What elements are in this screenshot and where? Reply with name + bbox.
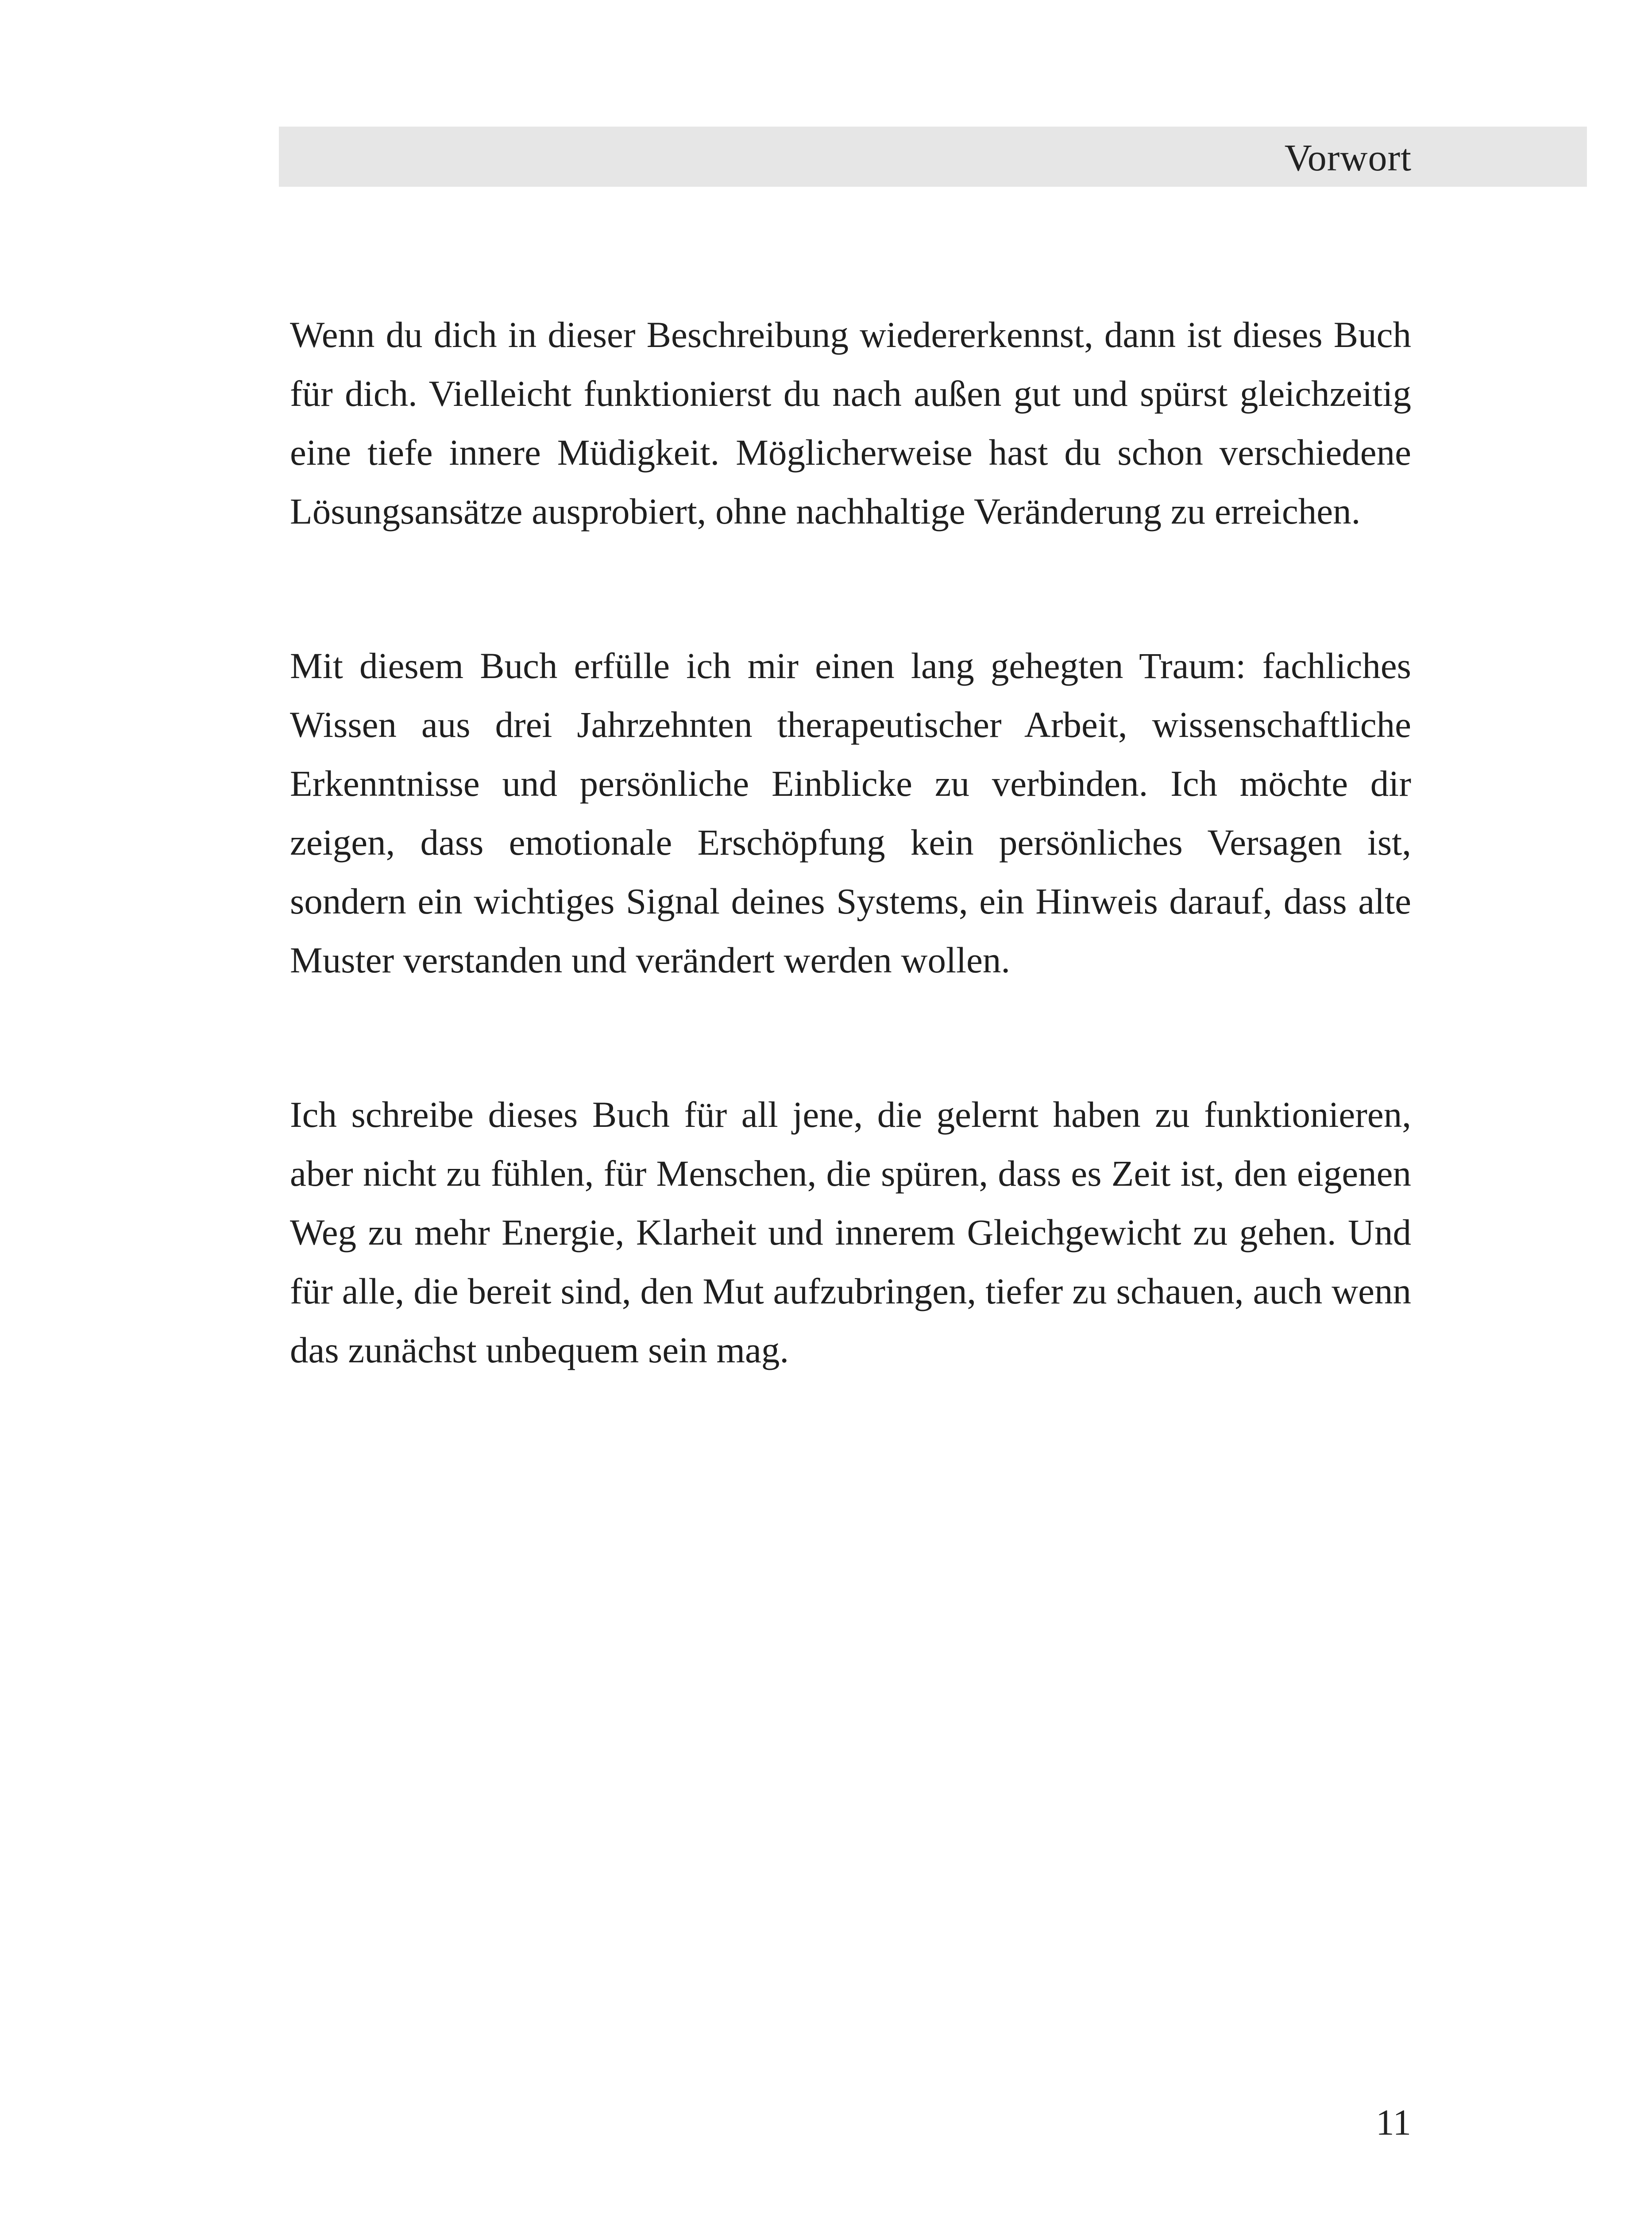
chapter-title: Vorwort [1284,136,1412,179]
paragraph-3: Ich schreibe dieses Buch für all jene, die gelernt haben zu funktionieren, aber nicht zu fühlen, für Menschen, die spüren, dass es Zeit ist, den eigenen Weg zu mehr Energie, Klarheit und innerem Gleichgewicht zu gehen. Und für alle, die bereit sind, den Mut aufzubringen, tiefer zu schauen, auch wenn das zunächst unbequem sein mag. [290,1094,1411,1370]
paragraph-1: Wenn du dich in dieser Beschreibung wiedererkennst, dann ist dieses Buch für dich. Vielleicht funktionierst du nach außen gut und spürst gleichzeitig eine tiefe innere Müdigkeit. Möglicherweise hast du schon verschiedene Lösungsansätze ausprobiert, ohne nachhaltige Veränderung zu erreichen. [290,314,1411,532]
body-text [290,305,1411,1475]
page-number: 11 [1376,2102,1411,2143]
running-header [279,127,1587,187]
paragraph-2: Mit diesem Buch erfülle ich mir einen lang gehegten Traum: fachliches Wissen aus drei Jahrzehnten therapeutischer Arbeit, wissenschaftliche Erkenntnisse und persönliche Einblicke zu verbinden. Ich möchte dir zeigen, dass emotionale Erschöpfung kein persönliches Versagen ist, sondern ein wichtiges Signal deines Systems, ein Hinweis darauf, dass alte Muster verstanden und verändert werden wollen. [290,645,1411,980]
